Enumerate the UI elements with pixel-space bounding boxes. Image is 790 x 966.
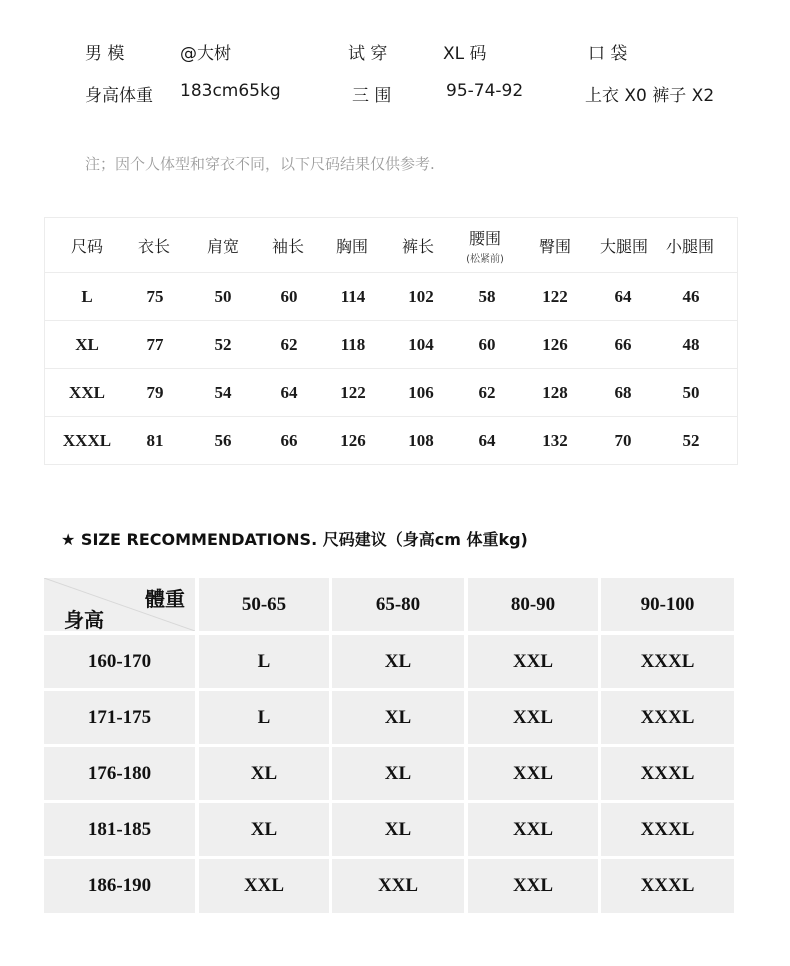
gender-label: 男 模 — [85, 44, 125, 64]
pocket-value: 上衣 X0 裤子 X2 — [585, 86, 715, 106]
measurement-cell: 132 — [542, 431, 568, 450]
measurement-cell: 54 — [214, 383, 232, 402]
header-pants-length: 裤长 — [401, 236, 434, 256]
measurement-cell: 122 — [542, 287, 568, 306]
header-waist-sub: (松紧前) — [466, 253, 504, 265]
recommended-size-cell: XXL — [468, 803, 598, 856]
recommended-size-cell: XXL — [468, 691, 598, 744]
measurement-cell: 75 — [146, 287, 164, 306]
measurement-cell: 56 — [214, 431, 232, 450]
recommended-size-cell: XL — [332, 747, 464, 800]
size-table-header — [45, 218, 737, 272]
recommended-size-cell: XXXL — [601, 691, 734, 744]
size-cell: XL — [75, 335, 99, 354]
corner-weight-label: 體重 — [145, 589, 185, 611]
measurement-cell: 64 — [280, 383, 298, 402]
disclaimer-note: 注；因个人体型和穿衣不同，以下尺码结果仅供参考. — [85, 155, 435, 173]
weight-header-cell: 80-90 — [468, 578, 598, 631]
measurement-cell: 66 — [280, 431, 298, 450]
measurement-cell: 68 — [614, 383, 632, 402]
header-waist-cell — [449, 218, 521, 272]
recommended-size-cell: XXXL — [601, 635, 734, 688]
corner-height-label: 身高 — [64, 610, 104, 632]
size-recommendation-table — [44, 578, 734, 913]
measurement-cell: 52 — [682, 431, 700, 450]
header-hip: 臀围 — [538, 236, 571, 256]
size-table-row — [45, 416, 737, 465]
measurement-cell: 64 — [614, 287, 632, 306]
measurement-cell: 106 — [408, 383, 434, 402]
height-header-cell: 186-190 — [44, 859, 195, 913]
measurement-cell: 46 — [682, 287, 700, 306]
measurement-cell: 128 — [542, 383, 568, 402]
measurement-cell: 60 — [280, 287, 298, 306]
measurement-cell: 70 — [614, 431, 632, 450]
size-measurement-table — [44, 217, 738, 465]
measurement-cell: 81 — [146, 431, 164, 450]
measurement-cell: 48 — [682, 335, 700, 354]
recommended-size-cell: L — [199, 691, 329, 744]
header-waist: 腰围 — [468, 228, 501, 248]
size-table-row — [45, 320, 737, 369]
measurement-cell: 126 — [340, 431, 366, 450]
header-thigh: 大腿围 — [599, 236, 648, 256]
trial-label: 试 穿 — [348, 44, 388, 64]
measurement-cell: 60 — [478, 335, 496, 354]
recommended-size-cell: XXXL — [601, 859, 734, 913]
size-table-row — [45, 368, 737, 417]
height-header-cell: 181-185 — [44, 803, 195, 856]
weight-header-cell: 90-100 — [601, 578, 734, 631]
measurement-cell: 108 — [408, 431, 434, 450]
measurement-cell: 122 — [340, 383, 366, 402]
recommendations-heading — [61, 527, 528, 550]
measure-value: 95-74-92 — [446, 81, 524, 101]
recommended-size-cell: XL — [332, 803, 464, 856]
measurement-cell: 79 — [146, 383, 164, 402]
recommended-size-cell: XXXL — [601, 747, 734, 800]
measurement-cell: 58 — [478, 287, 496, 306]
recommended-size-cell: XL — [199, 803, 329, 856]
model-name: @大树 — [180, 44, 231, 64]
recommended-size-cell: XL — [332, 635, 464, 688]
weight-header-cell: 50-65 — [199, 578, 329, 631]
measure-label: 三 围 — [352, 86, 392, 106]
recommended-size-cell: XXL — [468, 747, 598, 800]
size-table-row — [45, 272, 737, 321]
header-size: 尺码 — [70, 236, 103, 256]
measurement-cell: 62 — [280, 335, 298, 354]
measurement-cell: 118 — [340, 335, 366, 354]
recommendations-title: SIZE RECOMMENDATIONS. 尺码建议（身高cm 体重kg) — [80, 530, 528, 549]
measurement-cell: 64 — [478, 431, 496, 450]
recommended-size-cell: XXL — [468, 635, 598, 688]
header-calf: 小腿围 — [665, 236, 714, 256]
header-shoulder: 肩宽 — [206, 236, 239, 256]
height-header-cell: 160-170 — [44, 635, 195, 688]
star-icon: ★ — [61, 530, 76, 549]
measurement-cell: 77 — [146, 335, 164, 354]
measurement-cell: 126 — [542, 335, 568, 354]
header-sleeve: 袖长 — [271, 236, 304, 256]
measurement-cell: 62 — [478, 383, 496, 402]
height-header-cell: 171-175 — [44, 691, 195, 744]
height-header-cell: 176-180 — [44, 747, 195, 800]
recommended-size-cell: XL — [199, 747, 329, 800]
measurement-cell: 114 — [340, 287, 366, 306]
size-cell: XXXL — [62, 431, 112, 450]
recommended-size-cell: XXL — [468, 859, 598, 913]
trial-size: XL 码 — [443, 44, 487, 64]
header-length: 衣长 — [137, 236, 170, 256]
measurement-cell: 50 — [682, 383, 700, 402]
measurement-cell: 104 — [408, 335, 434, 354]
recommended-size-cell: XL — [332, 691, 464, 744]
recommended-size-cell: L — [199, 635, 329, 688]
height-weight-label: 身高体重 — [85, 86, 153, 106]
size-cell: L — [81, 287, 93, 306]
size-cell: XXL — [69, 383, 105, 402]
corner-header-cell — [44, 578, 195, 631]
recommended-size-cell: XXL — [332, 859, 464, 913]
height-weight-value: 183cm65kg — [180, 81, 281, 101]
measurement-cell: 66 — [614, 335, 632, 354]
weight-header-cell: 65-80 — [332, 578, 464, 631]
measurement-cell: 50 — [214, 287, 232, 306]
recommended-size-cell: XXL — [199, 859, 329, 913]
recommended-size-cell: XXXL — [601, 803, 734, 856]
measurement-cell: 102 — [408, 287, 434, 306]
header-chest: 胸围 — [335, 236, 368, 256]
pocket-label: 口 袋 — [588, 44, 628, 64]
measurement-cell: 52 — [214, 335, 232, 354]
